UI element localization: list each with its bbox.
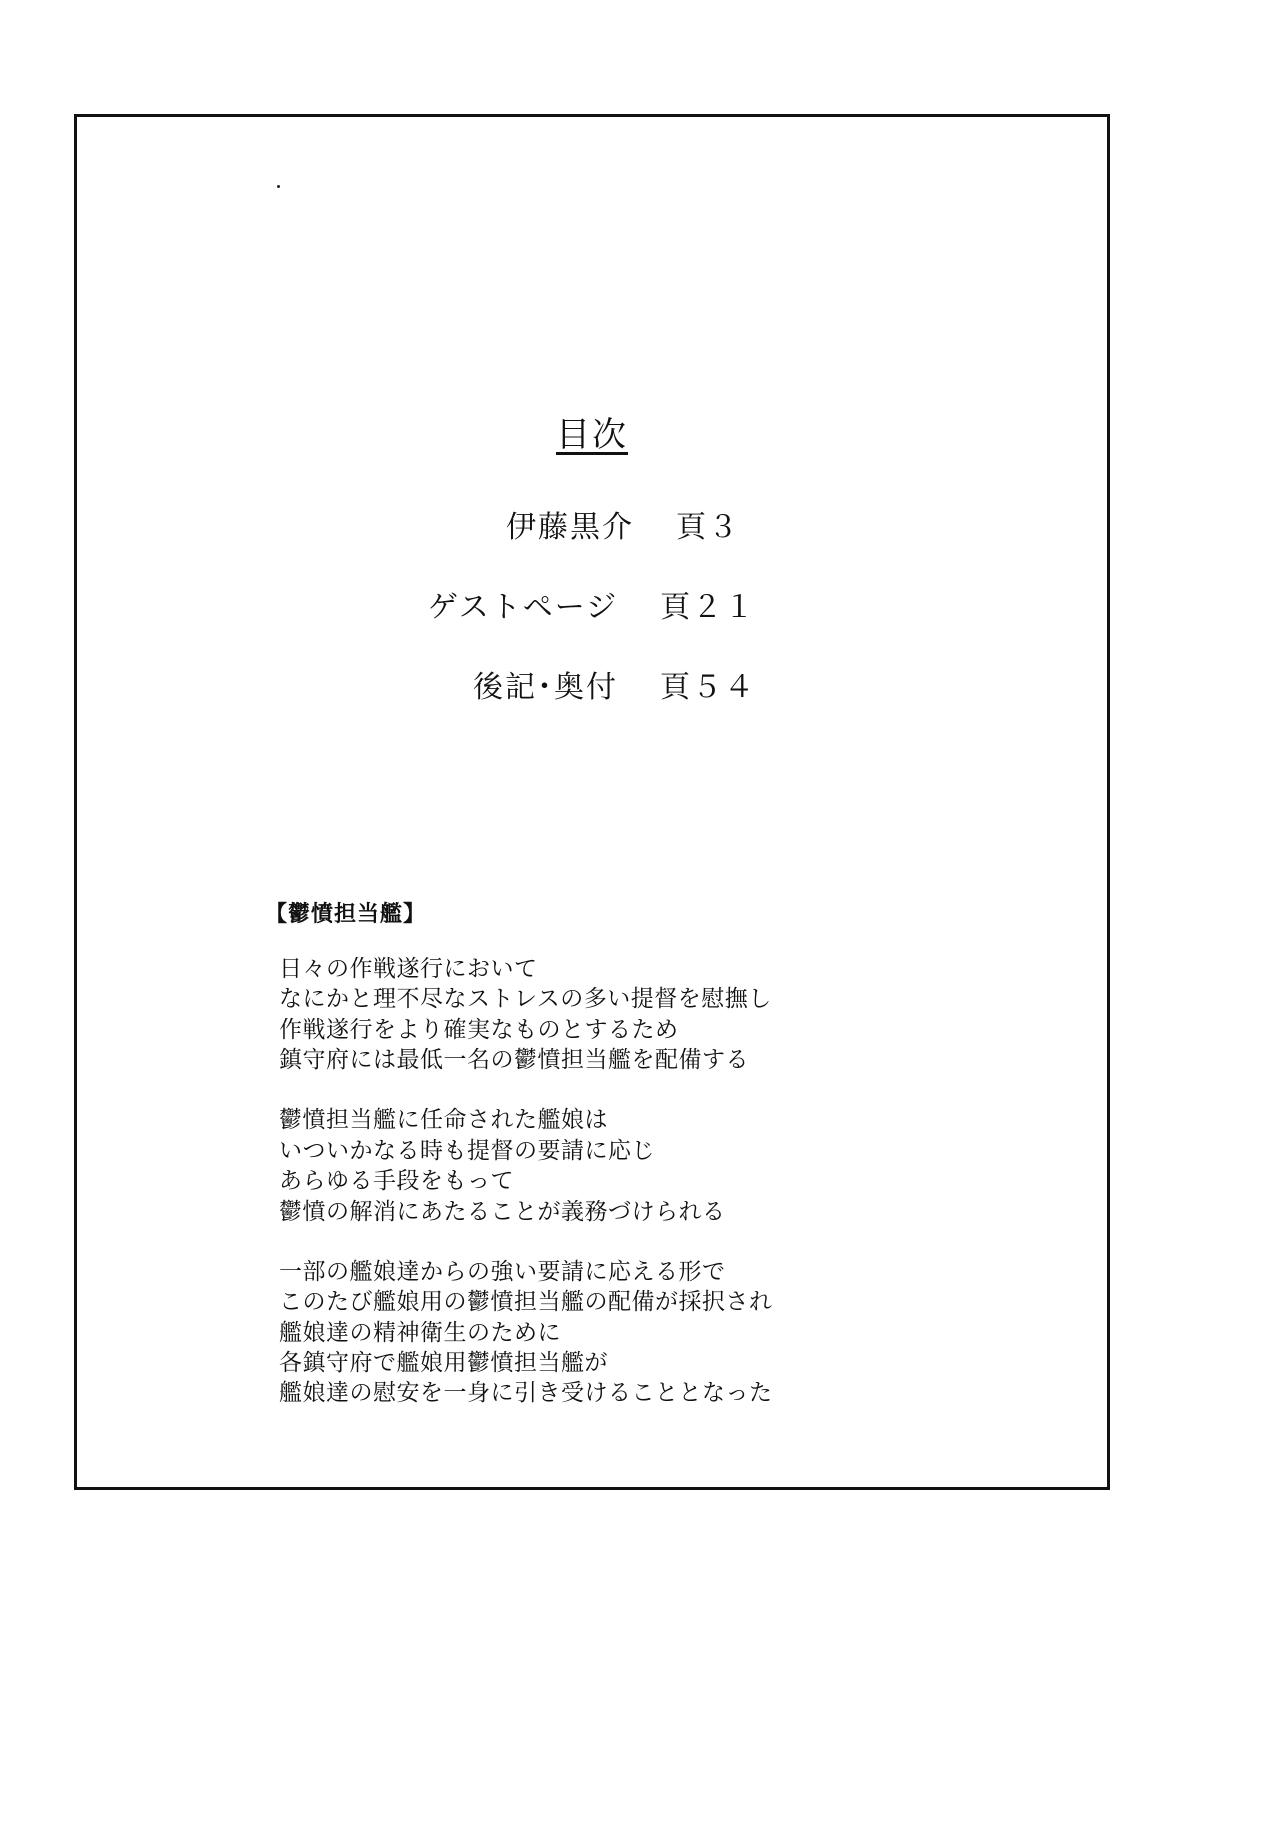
paragraph-line: なにかと理不尽なストレスの多い提督を慰撫し (279, 986, 772, 1013)
paragraph-line: あらゆる手段をもって (279, 1168, 514, 1195)
paragraph-line: 一部の艦娘達からの強い要請に応える形で (279, 1258, 726, 1285)
paragraph-line: 各鎮守府で艦娘用鬱憤担当艦が (279, 1349, 608, 1376)
paragraph-line: 艦娘達の慰安を一身に引き受けることとなった (279, 1380, 773, 1407)
paragraph-line: 鎮守府には最低一名の鬱憤担当艦を配備する (279, 1047, 749, 1074)
toc-entry (77, 582, 1107, 626)
paragraph-line: 日々の作戦遂行において (279, 956, 538, 982)
notes-section (265, 897, 1055, 1409)
toc-entry-page: 頁５４ (660, 670, 756, 705)
paragraph-line: いついかなる時も提督の要請に応じ (279, 1137, 655, 1164)
toc-entry-page: 頁３ (676, 510, 740, 545)
paragraph-line: 艦娘達の精神衛生のために (279, 1319, 561, 1346)
paragraph-line: 鬱憤担当艦に任命された艦娘は (279, 1107, 608, 1134)
toc-entry (77, 662, 1107, 706)
page-title: 目次 (556, 415, 628, 455)
paragraph-line: 作戦遂行をより確実なものとするため (279, 1016, 679, 1043)
paragraph (279, 954, 1055, 1075)
toc-entry-label: 後記･奥付 (473, 670, 618, 705)
section-heading: 【鬱憤担当艦】 (265, 902, 427, 927)
document-page (74, 114, 1110, 1490)
paragraph (279, 1105, 1055, 1226)
table-of-contents (77, 502, 1107, 742)
toc-entry-page: 頁２１ (660, 590, 757, 625)
paragraph (279, 1257, 1055, 1409)
paragraph-line: このたび艦娘用の鬱憤担当艦の配備が採択され (279, 1289, 773, 1316)
toc-entry (77, 502, 1107, 546)
toc-entry-label: 伊藤黒介 (506, 510, 634, 545)
toc-entry-label: ゲストページ (427, 590, 619, 625)
page-speck (277, 185, 280, 188)
paragraph-line: 鬱憤の解消にあたることが義務づけられる (279, 1198, 726, 1225)
